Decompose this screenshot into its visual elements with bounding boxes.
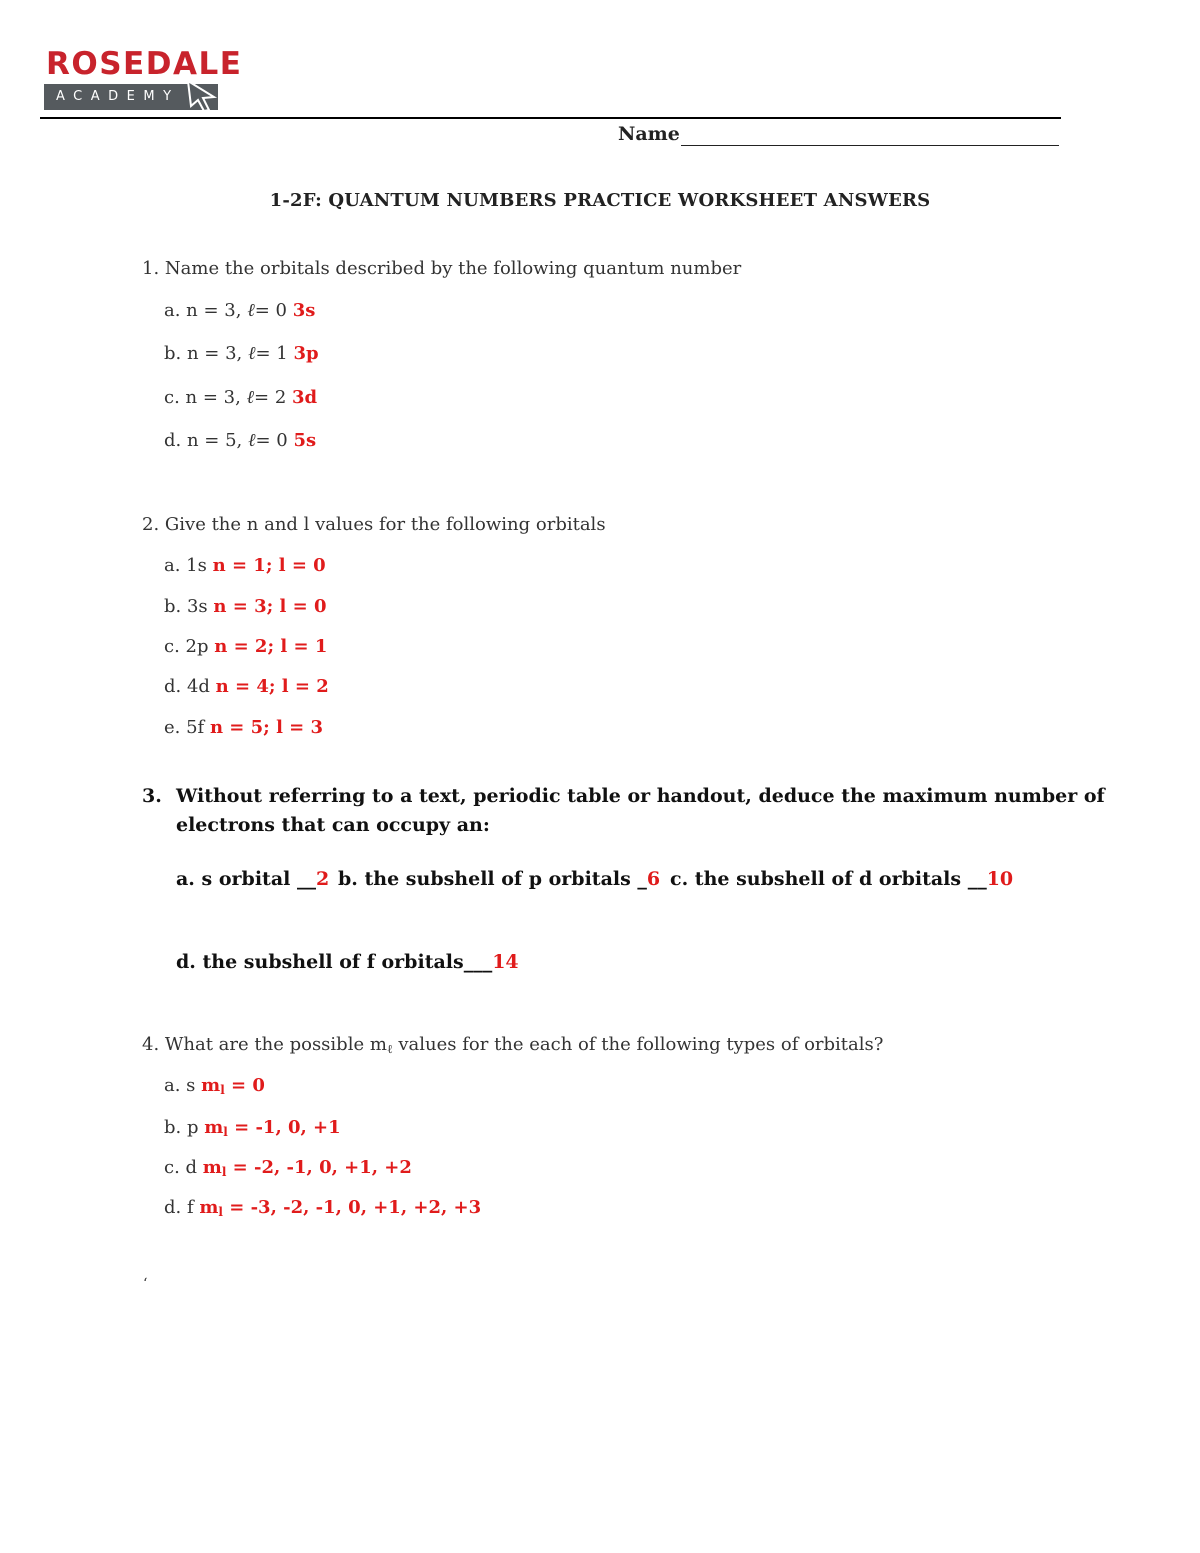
q2-answer-d: n = 4; l = 2 [215,676,329,697]
logo-wordmark: ROSEDALE [46,46,243,82]
q3-answer-d: 14 [492,951,519,973]
q1-item-c: c. n = 3, ℓ= 2 3d [164,387,318,408]
q3-item-b: b. the subshell of p orbitals _6 [338,868,661,890]
q4-answer-a: $m_l = 0$ [201,1075,265,1097]
logo-subtitle: ACADEMY [56,89,180,104]
q4-answer-c: $m_l = -2$, -1, 0, +1, +2 [202,1157,412,1179]
q4-item-d: d. f $m_l = -3$, -2, -1, 0, +1, +2, +3 [164,1197,482,1219]
q2-prompt: 2. Give the n and l values for the following orbitals [142,514,606,535]
q3-number: 3. [142,785,162,807]
q2-item-e: e. 5f n = 5; l = 3 [164,717,324,738]
cursor-arrow-icon [184,80,218,112]
q4-item-c: c. d $m_l = -2$, -1, 0, +1, +2 [164,1157,412,1179]
q2-item-d: d. 4d n = 4; l = 2 [164,676,329,697]
name-label: Name [618,123,680,145]
stray-mark: ‘ [143,1276,148,1292]
q1-answer-a: 3s [292,300,316,321]
q1-answer-d: 5s [293,430,317,451]
q2-answer-b: n = 3; l = 0 [213,596,327,617]
q3-answer-a: 2 [315,868,330,890]
q3-item-c: c. the subshell of d orbitals __10 [670,868,1014,890]
q4-prompt: 4. What are the possible $m_\ell$ values for the each of the following types of orbitals? [142,1034,884,1056]
q3-answer-b: 6 [646,868,661,890]
q1-answer-c: 3d [292,387,318,408]
q3-answer-c: 10 [986,868,1014,890]
q1-item-d: d. n = 5, ℓ= 0 5s [164,430,317,451]
q4-answer-b: $m_l = -1$, 0, +1 [204,1117,341,1139]
q2-item-c: c. 2p n = 2; l = 1 [164,636,328,657]
q4-item-a: a. s $m_l = 0$ [164,1075,265,1097]
q4-answer-d: $m_l = -3$, -2, -1, 0, +1, +2, +3 [199,1197,482,1219]
q3-line-2: electrons that can occupy an: [176,814,490,836]
q2-answer-e: n = 5; l = 3 [209,717,324,738]
q2-answer-a: n = 1; l = 0 [212,555,326,576]
q3-item-a: a. s orbital __2 [176,868,330,890]
q2-answer-c: n = 2; l = 1 [214,636,328,657]
q2-item-a: a. 1s n = 1; l = 0 [164,555,326,576]
q4-item-b: b. p $m_l = -1$, 0, +1 [164,1117,341,1139]
q1-prompt: 1. Name the orbitals described by the following quantum number [142,258,742,279]
q1-item-b: b. n = 3, ℓ= 1 3p [164,343,319,364]
name-input-line[interactable] [681,145,1059,146]
q2-item-b: b. 3s n = 3; l = 0 [164,596,327,617]
worksheet-title: 1-2F: QUANTUM NUMBERS PRACTICE WORKSHEET ANSWERS [269,190,931,211]
q1-item-a: a. n = 3, ℓ= 0 3s [164,300,316,321]
q1-answer-b: 3p [293,343,319,364]
header-rule [40,117,1061,119]
q3-line-1: Without referring to a text, periodic table or handout, deduce the maximum number of [176,785,1105,807]
q3-item-d: d. the subshell of f orbitals___14 [176,951,519,973]
